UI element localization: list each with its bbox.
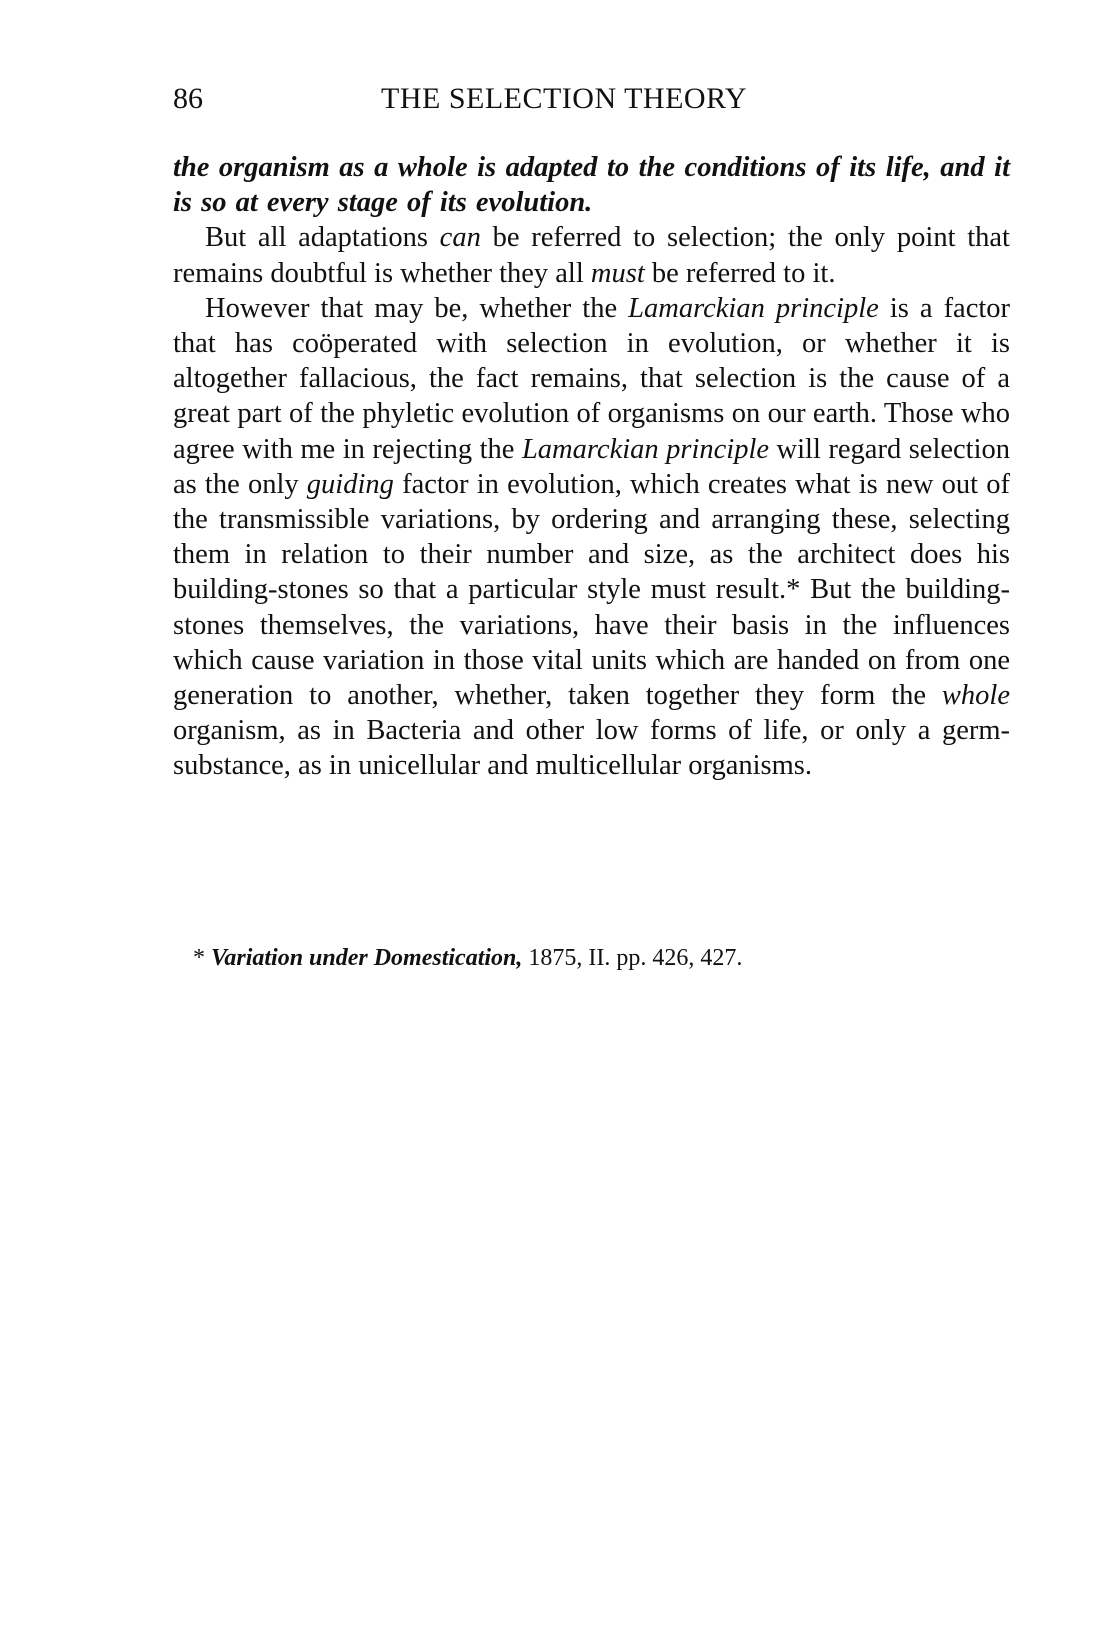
paragraph-2-emphasis-can: can: [439, 222, 481, 254]
footnote-marker: *: [193, 945, 211, 971]
paragraph-2-text-c: be referred to selection; the only point that remains doubtful is whether they all: [173, 222, 1010, 289]
paragraph-1: the organism as a whole is adapted to the conditions of its life, and it is so at every stage of its evolution.: [173, 152, 1010, 219]
running-head: THE SELECTION THEORY: [381, 82, 748, 115]
footnote-title: Variation under Domestication,: [211, 945, 523, 971]
paragraph-3-text-g: factor in evolution, which creates what is new out of the transmissible variations, by ordering and arranging these, selecting them in relation to their number and size, as the architect does his building-stones so that a particular style must result.* But the building-stones themselves, the variations, have their basis in the influences which cause variation in those vital units which are handed on from one generation to another, whether, taken together they form the: [173, 468, 1010, 712]
paragraph-3-text-a: However that may be, whether the: [205, 292, 629, 324]
page-number: 86: [173, 82, 203, 115]
footnote: [193, 945, 1010, 972]
paragraph-2-text-a: But all adaptations: [205, 222, 440, 254]
paragraph-3-text-c: is a factor that has coöperated with selection in evolution, or whether it is altogether fallacious, the fact remains, that selection is the cause of a great part of the phyletic evolution of organisms on our earth. Those who agree with me in rejecting the: [173, 292, 1011, 465]
paragraph-3-emphasis-guiding: guiding: [306, 468, 394, 500]
paragraph-3-emphasis-whole: whole: [941, 680, 1010, 712]
paragraph-2-emphasis-must: must: [590, 257, 645, 289]
paragraph-3-text-i: organism, as in Bacteria and other low forms of life, or only a germ-substance, as in unicellular and multicellular organisms.: [173, 715, 1010, 782]
paragraph-3: [173, 291, 1010, 784]
paragraph-2-text-e: be referred to it.: [644, 257, 836, 289]
paragraph-3-emphasis-lamarckian-1: Lamarckian principle: [628, 292, 879, 324]
page-header: [173, 82, 1010, 122]
paragraph-3-text-e: will regard selection as the only: [173, 433, 1011, 500]
paragraph-2: [173, 220, 1010, 290]
paragraph-3-emphasis-lamarckian-2: Lamarckian principle: [521, 433, 770, 465]
footnote-details: 1875, II. pp. 426, 427.: [522, 945, 743, 971]
body-text: [173, 150, 1010, 784]
